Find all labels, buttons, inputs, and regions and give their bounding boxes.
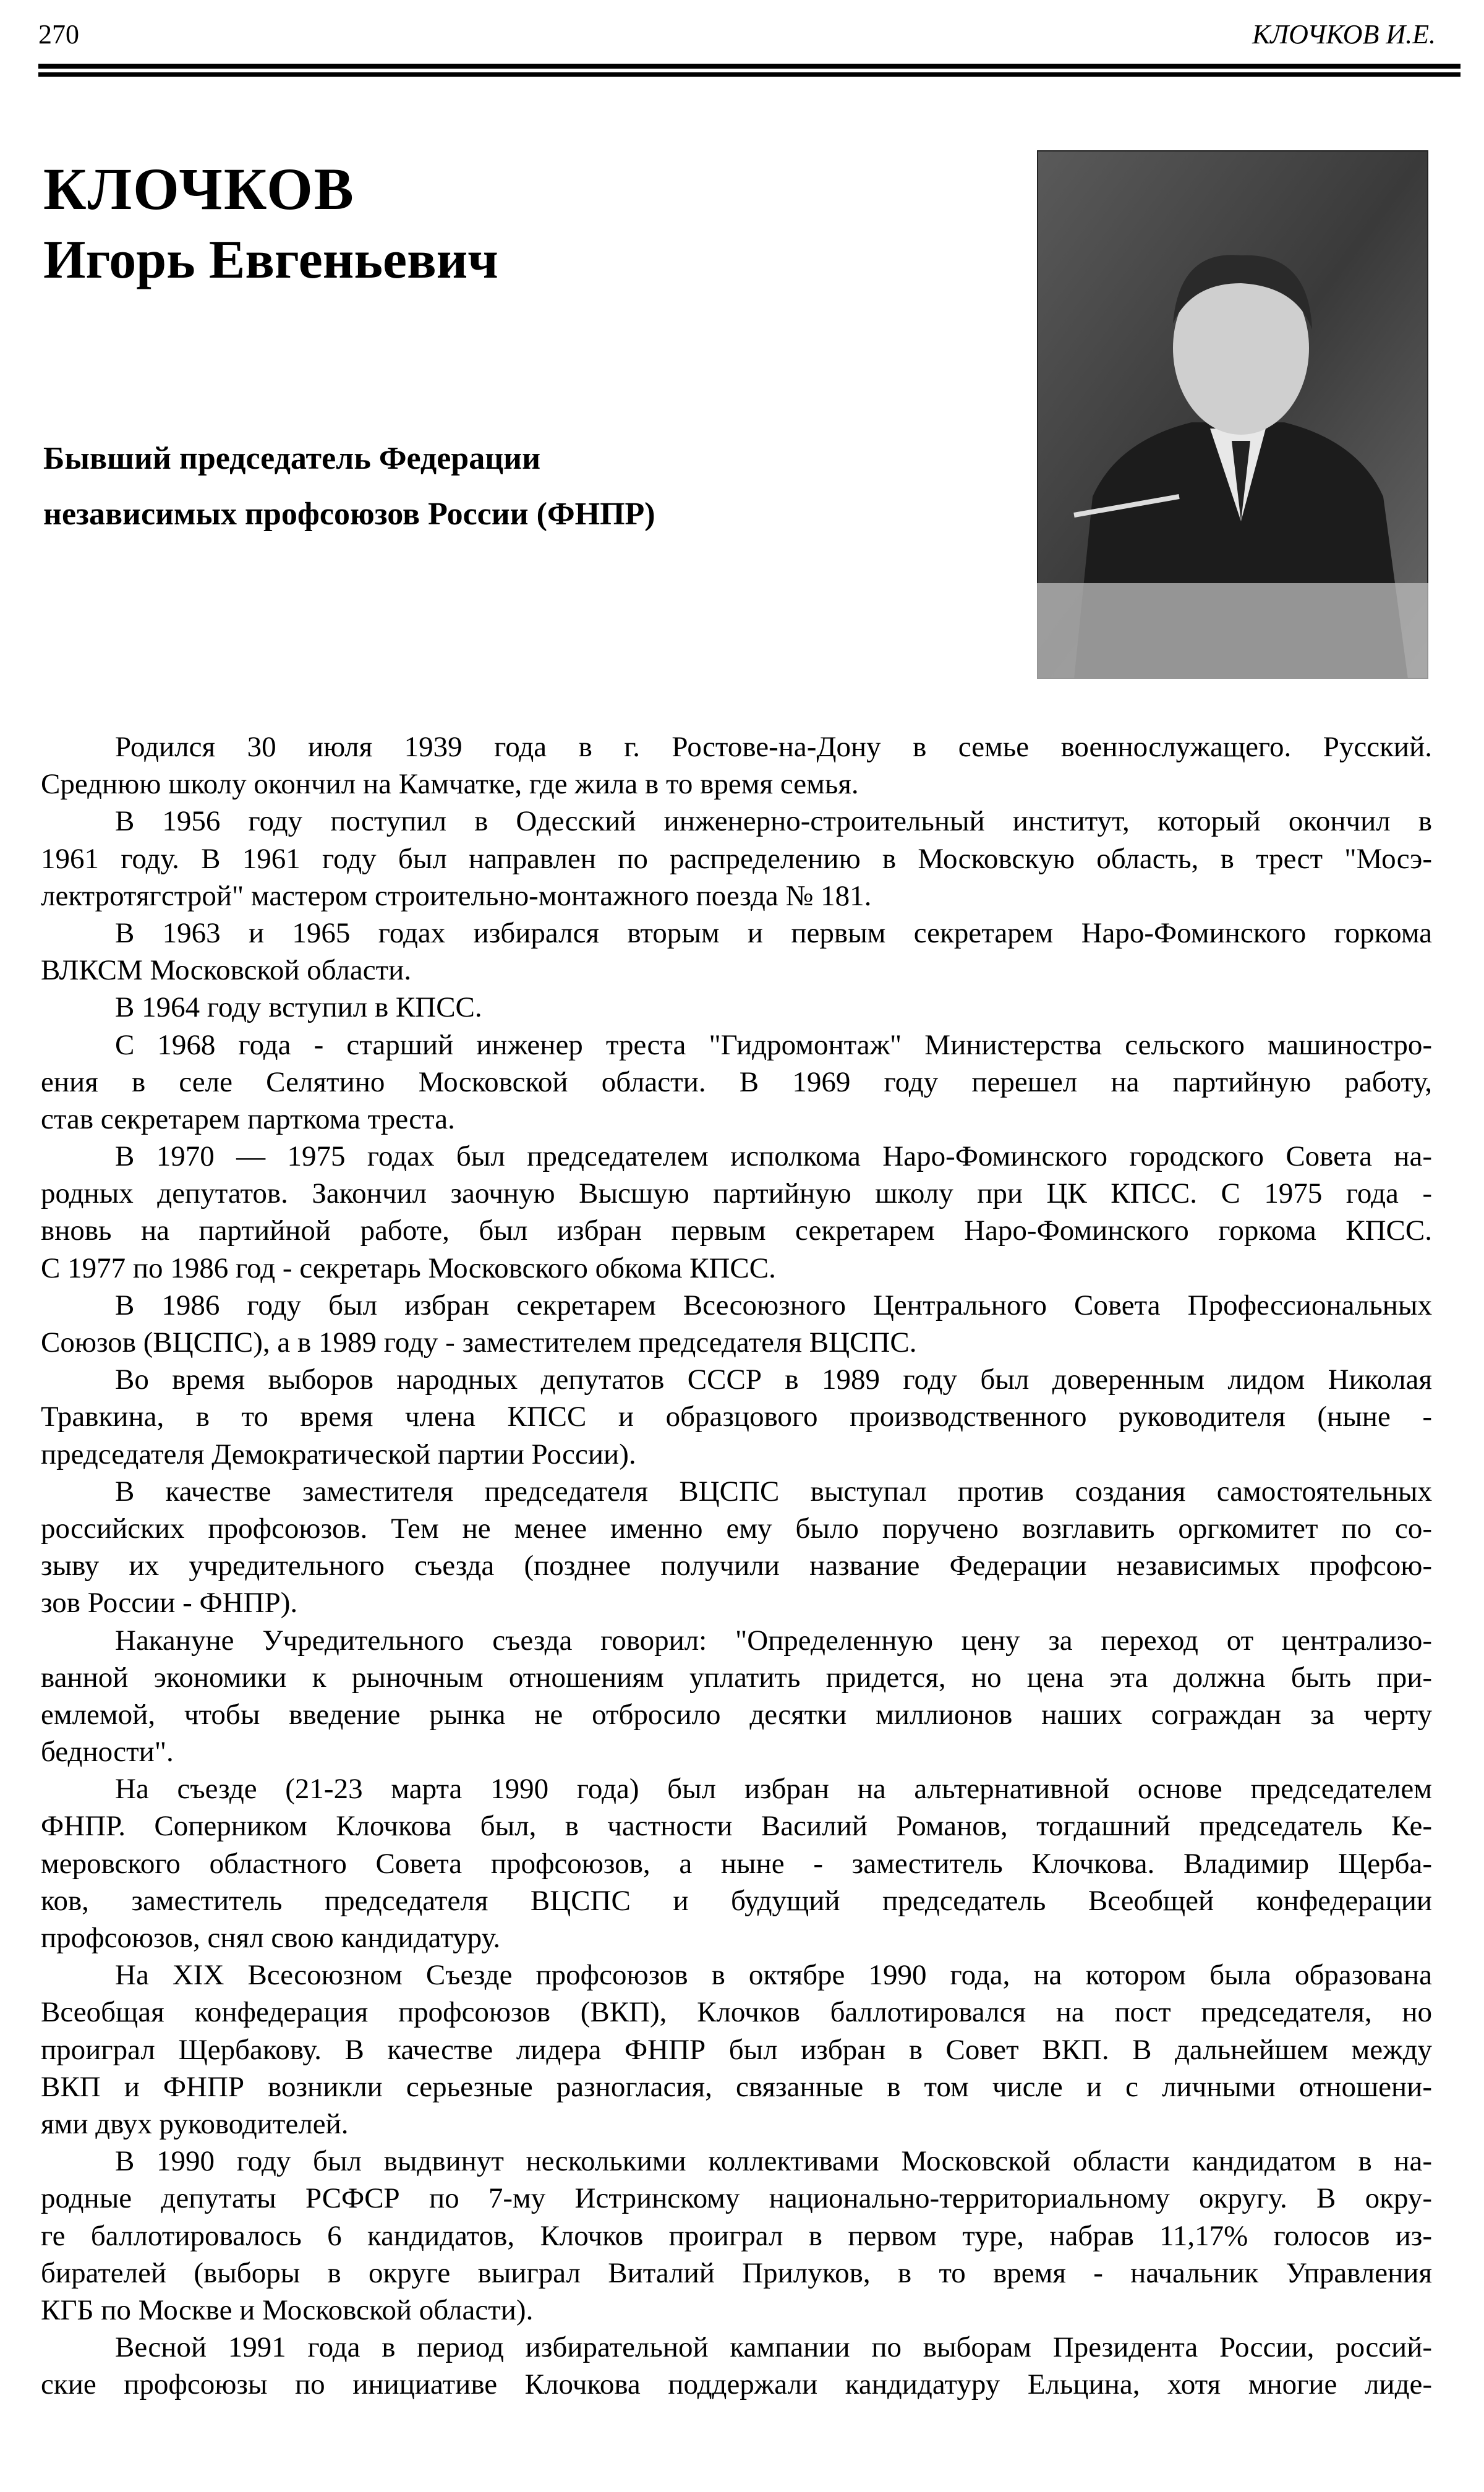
text-line: В 1990 году был выдвинут несколькими коллективами Московской области кандидатом в на- <box>115 2145 1432 2178</box>
text-line: Родился 30 июля 1939 года в г. Ростове-на-Дону в семье военнослужащего. Русский. <box>115 731 1432 763</box>
text-line: Всеобщая конфедерация профсоюзов (ВКП), Клочков баллотировался на пост председателя, но <box>41 1996 1432 2029</box>
text-line: ВКП и ФНПР возникли серьезные разногласия, связанные в том числе и с личными отношени- <box>41 2070 1432 2103</box>
text-line: зыву их учредительного съезда (позднее получили название Федерации независимых профсою- <box>41 1550 1432 1582</box>
text-line: ФНПР. Соперником Клочкова был, в частности Василий Романов, тогдашний председатель Ке- <box>41 1810 1432 1843</box>
paragraph <box>41 1026 1432 1138</box>
text-line: вновь на партийной работе, был избран первым секретарем Наро-Фоминского горкома КПСС. <box>41 1214 1432 1247</box>
text-line: лектротягстрой" мастером строительно-монтажного поезда № 181. <box>41 879 872 912</box>
text-line: бедности". <box>41 1736 174 1769</box>
text-line: Травкина, в то время члена КПСС и образцового производственного руководителя (ныне - <box>41 1401 1432 1433</box>
text-line: ванной экономики к рыночным отношениям уплатить придется, но цена эта должна быть при- <box>41 1661 1432 1694</box>
text-line: С 1968 года - старший инженер треста "Гидромонтаж" Министерства сельского машиностро- <box>115 1028 1432 1061</box>
portrait-photo <box>1037 150 1428 679</box>
header-rule-top <box>38 64 1461 69</box>
text-line: родные депутаты РСФСР по 7-му Истринскому национально-территориальному округу. В окру- <box>41 2182 1432 2215</box>
subtitle-line-2: независимых профсоюзов России (ФНПР) <box>43 497 655 532</box>
paragraph <box>41 989 1432 1026</box>
text-line: родных депутатов. Закончил заочную Высшую партийную школу при ЦК КПСС. С 1975 года - <box>41 1177 1432 1210</box>
running-title: КЛОЧКОВ И.Е. <box>1252 19 1436 49</box>
paragraph <box>41 1956 1432 2143</box>
text-line: бирателей (выборы в округе выиграл Виталий Прилуков, в то время - начальник Управления <box>41 2256 1432 2289</box>
text-line: В 1963 и 1965 годах избирался вторым и первым секретарем Наро-Фоминского горкома <box>115 916 1432 949</box>
paragraph <box>41 1287 1432 1361</box>
text-line: КГБ по Москве и Московской области). <box>41 2294 534 2326</box>
text-line: ские профсоюзы по инициативе Клочкова поддержали кандидатуру Ельцина, хотя многие лиде- <box>41 2368 1432 2401</box>
text-line: С 1977 по 1986 год - секретарь Московского обкома КПСС. <box>41 1252 776 1284</box>
text-line: меровского областного Совета профсоюзов, а ныне - заместитель Клочкова. Владимир Щерба- <box>41 1847 1432 1880</box>
paragraph <box>41 2329 1432 2403</box>
paragraph <box>41 1361 1432 1473</box>
text-line: проиграл Щербакову. В качестве лидера ФНПР был избран в Совет ВКП. В дальнейшем между <box>41 2033 1432 2066</box>
surname-heading: КЛОЧКОВ <box>43 156 355 222</box>
paragraph <box>41 1473 1432 1622</box>
text-line: В 1956 году поступил в Одесский инженерно-строительный институт, который окончил в <box>115 805 1432 838</box>
page-number: 270 <box>38 19 79 49</box>
text-line: профсоюзов, снял свою кандидатуру. <box>41 1922 501 1954</box>
paragraph <box>41 728 1432 803</box>
text-line: российских профсоюзов. Тем не менее именно ему было поручено возглавить оргкомитет по со- <box>41 1512 1432 1545</box>
text-line: ями двух руководителей. <box>41 2107 349 2140</box>
text-line: На съезде (21-23 марта 1990 года) был избран на альтернативной основе председателем <box>115 1773 1432 1806</box>
text-line: Союзов (ВЦСПС), а в 1989 году - заместителем председателя ВЦСПС. <box>41 1326 917 1359</box>
given-names-heading: Игорь Евгеньевич <box>43 230 498 290</box>
text-line: ге баллотировалось 6 кандидатов, Клочков проиграл в первом туре, набрав 11,17% голосов из- <box>41 2219 1432 2252</box>
text-line: ВЛКСМ Московской области. <box>41 954 412 987</box>
text-line: ков, заместитель председателя ВЦСПС и будущий председатель Всеобщей конфедерации <box>41 1884 1432 1917</box>
text-line: В 1970 — 1975 годах был председателем исполкома Наро-Фоминского городского Совета на- <box>115 1140 1432 1173</box>
text-line: В качестве заместителя председателя ВЦСПС выступал против создания самостоятельных <box>115 1475 1432 1508</box>
subtitle-line-1: Бывший председатель Федерации <box>43 441 541 476</box>
text-line: зов России - ФНПР). <box>41 1587 298 1619</box>
text-line: став секретарем парткома треста. <box>41 1103 455 1135</box>
text-line: В 1986 году был избран секретарем Всесоюзного Центрального Совета Профессиональных <box>115 1289 1432 1321</box>
text-line: Весной 1991 года в период избирательной кампании по выборам Президента России, россий- <box>115 2331 1432 2364</box>
text-line: председателя Демократической партии России). <box>41 1438 636 1470</box>
text-line: Накануне Учредительного съезда говорил: "Определенную цену за переход от централизо- <box>115 1624 1432 1657</box>
text-line: Во время выборов народных депутатов СССР в 1989 году был доверенным лидом Николая <box>115 1363 1432 1396</box>
article-body <box>41 728 1432 2403</box>
paragraph <box>41 1770 1432 1956</box>
paragraph <box>41 2143 1432 2329</box>
text-line: В 1964 году вступил в КПСС. <box>115 991 482 1024</box>
paragraph <box>41 1138 1432 1287</box>
paragraph <box>41 1622 1432 1771</box>
text-line: На XIX Всесоюзном Съезде профсоюзов в октябре 1990 года, на котором была образована <box>115 1959 1432 1992</box>
text-line: 1961 году. В 1961 году был направлен по распределению в Московскую область, в трест "Мосэ- <box>41 842 1432 875</box>
paragraph <box>41 915 1432 989</box>
header-rule-bottom <box>38 72 1461 77</box>
text-line: емлемой, чтобы введение рынка не отбросило десятки миллионов наших сограждан за черту <box>41 1698 1432 1731</box>
text-line: Среднюю школу окончил на Камчатке, где жила в то время семья. <box>41 768 859 801</box>
paragraph <box>41 803 1432 915</box>
text-line: ения в селе Селятино Московской области. В 1969 году перешел на партийную работу, <box>41 1065 1432 1098</box>
